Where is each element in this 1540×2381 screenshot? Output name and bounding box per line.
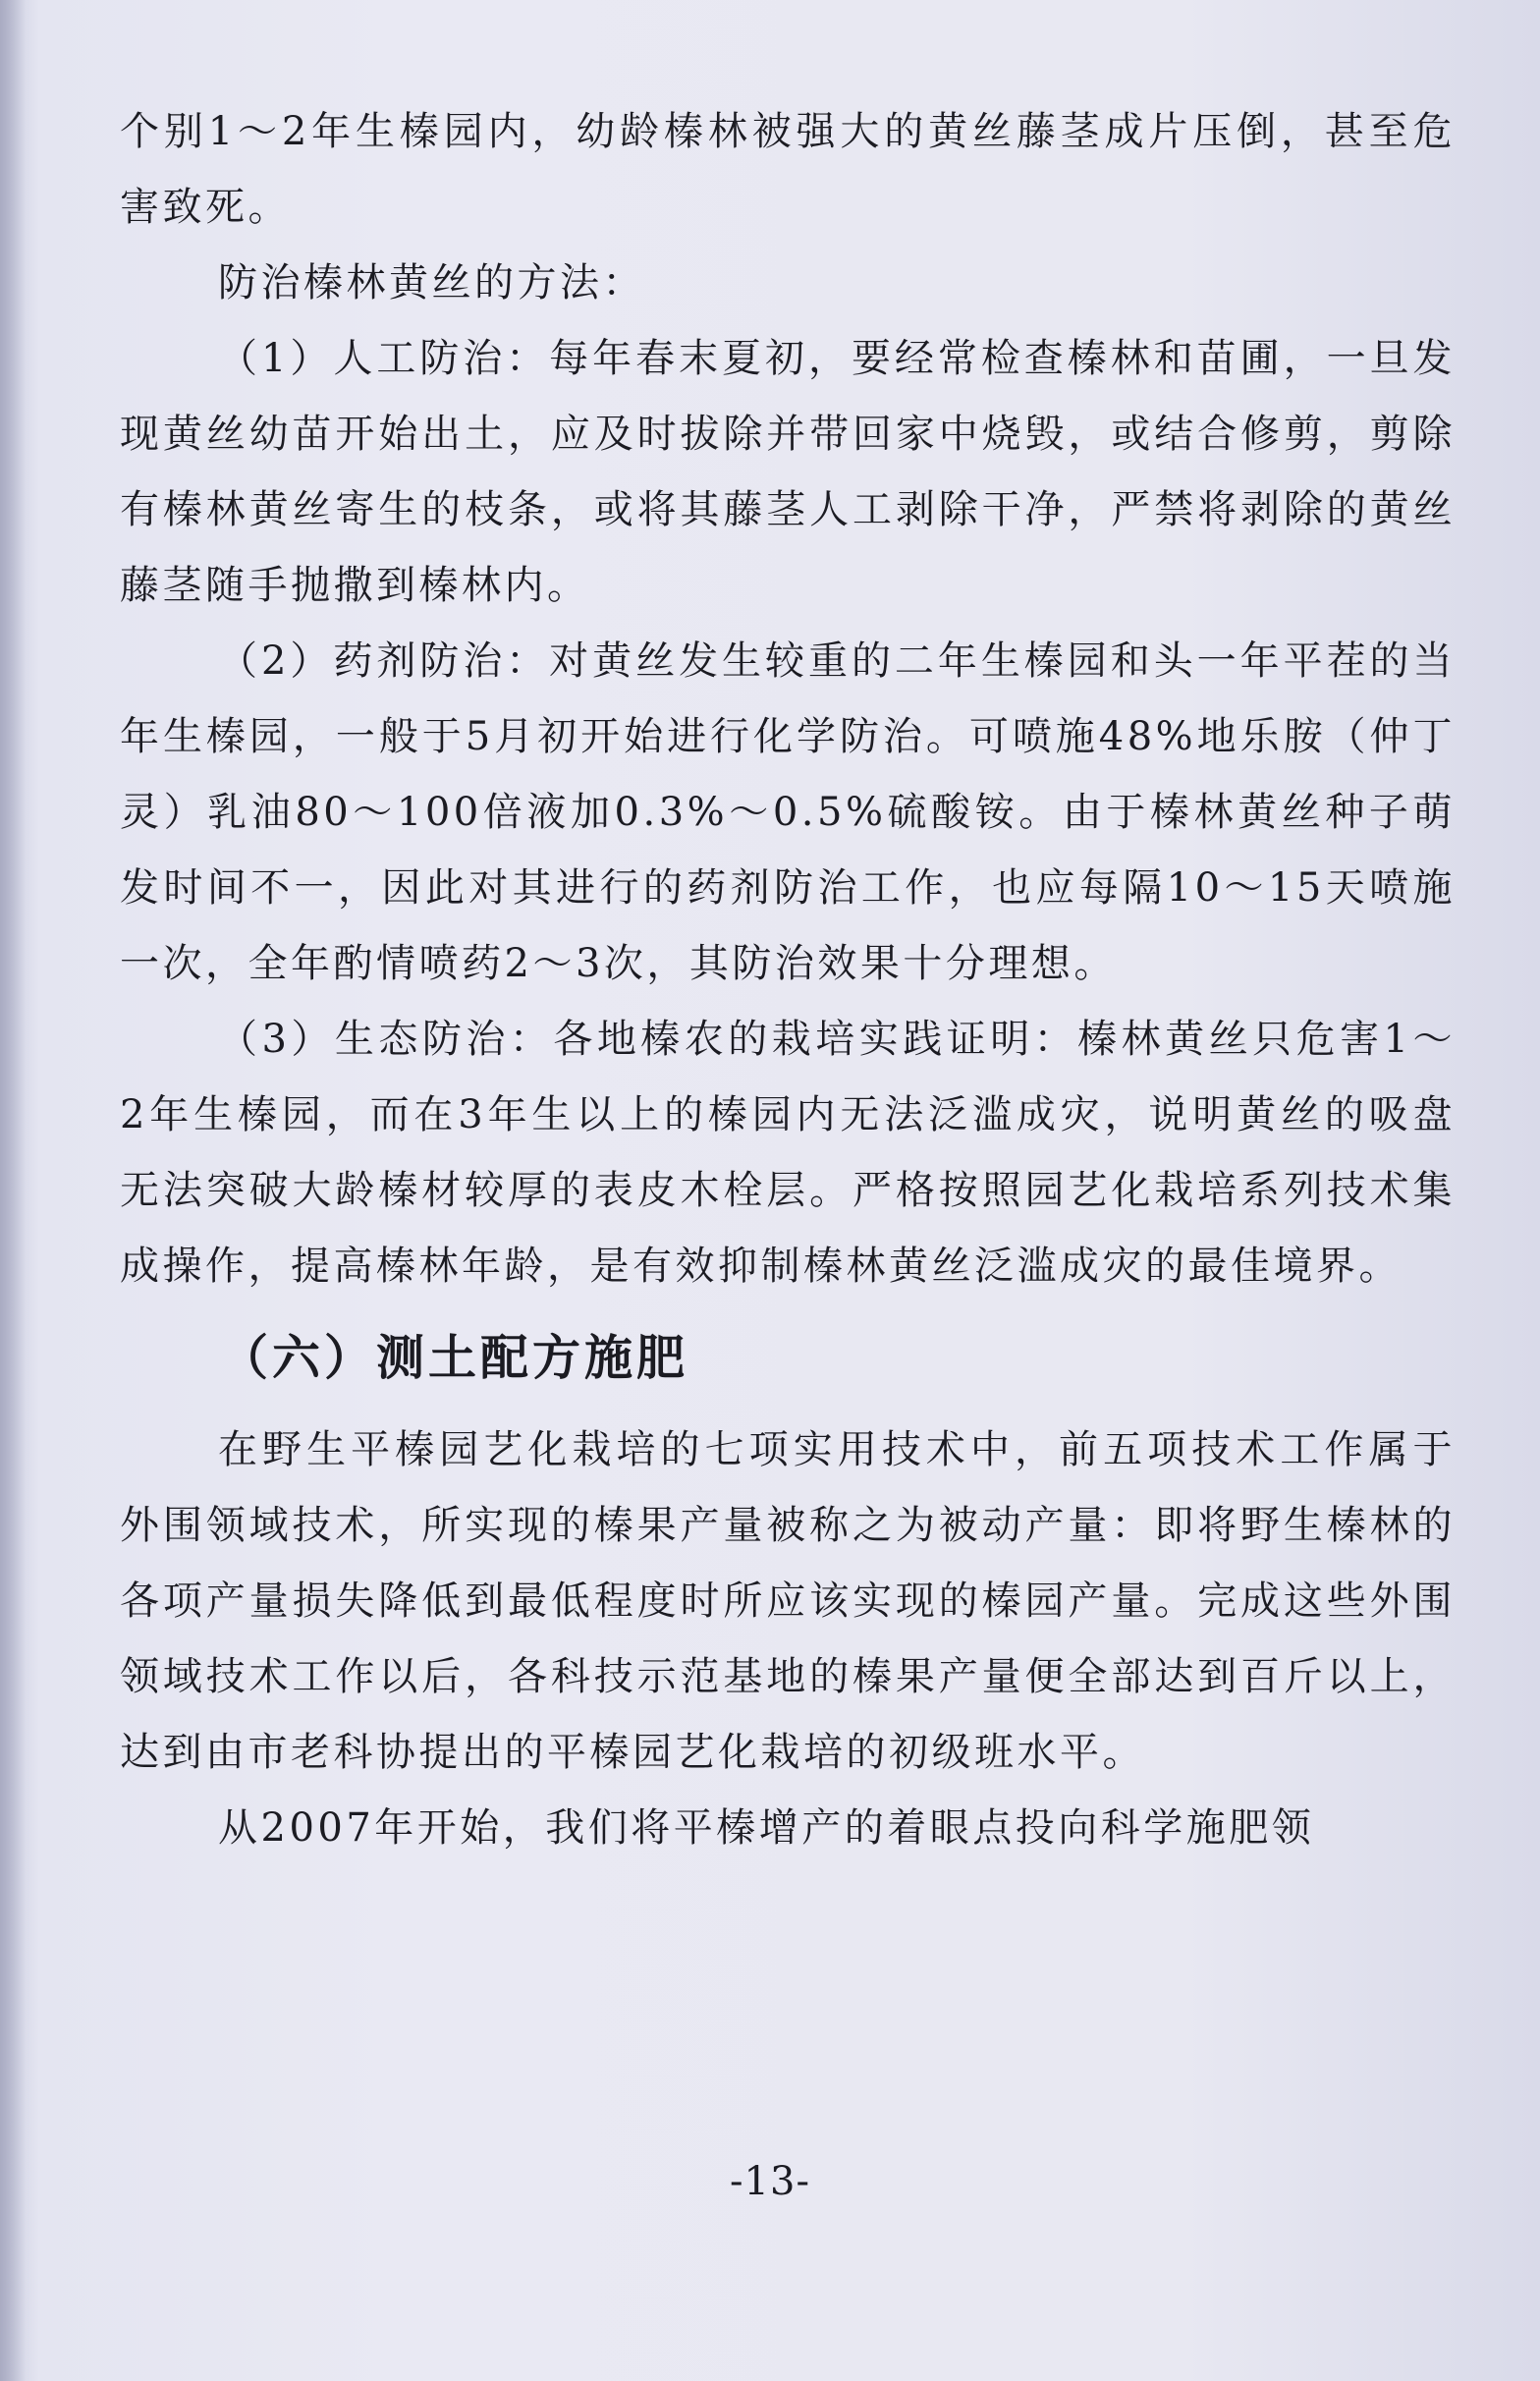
- binding-shadow: [0, 0, 26, 2381]
- paragraph-fertilization: 从2007年开始，我们将平榛增产的着眼点投向科学施肥领: [218, 1805, 1315, 1851]
- page-text-body: [120, 94, 1456, 1866]
- page-number: -13-: [730, 2159, 810, 2204]
- paragraph-techniques: 在野生平榛园艺化栽培的七项实用技术中，前五项技术工作属于外围领域技术，所实现的榛果产量被称之为被动产量：即将野生榛林的各项产量损失降低到最低程度时所应该实现的榛园产量。完成这些外围领域技术工作以后，各科技示范基地的榛果产量便全部达到百斤以上，达到由市老科协提出的平榛园艺化栽培的初级班水平。: [120, 1427, 1456, 1775]
- paragraph-manual-control: （1）人工防治：每年春末夏初，要经常检查榛林和苗圃，一旦发现黄丝幼苗开始出土，应及时拔除并带回家中烧毁，或结合修剪，剪除有榛林黄丝寄生的枝条，或将其藤茎人工剥除干净，严禁将剥除的黄丝藤茎随手抛撒到榛林内。: [120, 336, 1456, 608]
- section-heading: （六）测土配方施肥: [220, 1330, 689, 1386]
- paragraph-methods-intro: 防治榛林黄丝的方法：: [218, 260, 645, 305]
- paragraph-ecological-control: （3）生态防治：各地榛农的栽培实践证明：榛林黄丝只危害1～2年生榛园，而在3年生以上的榛园内无法泛滥成灾，说明黄丝的吸盘无法突破大龄榛材较厚的表皮木栓层。严格按照园艺化栽培系列技术集成操作，提高榛林年龄，是有效抑制榛林黄丝泛滥成灾的最佳境界。: [120, 1017, 1456, 1289]
- paragraph-chemical-control: （2）药剂防治：对黄丝发生较重的二年生榛园和头一年平茬的当年生榛园，一般于5月初开始进行化学防治。可喷施48%地乐胺（仲丁灵）乳油80～100倍液加0.3%～0.5%硫酸铵。由于榛林黄丝种子萌发时间不一，因此对其进行的药剂防治工作，也应每隔10～15天喷施一次，全年酌情喷药2～3次，其防治效果十分理想。: [120, 638, 1456, 986]
- paragraph-continuation: 个别1～2年生榛园内，幼龄榛林被强大的黄丝藤茎成片压倒，甚至危害致死。: [120, 109, 1456, 230]
